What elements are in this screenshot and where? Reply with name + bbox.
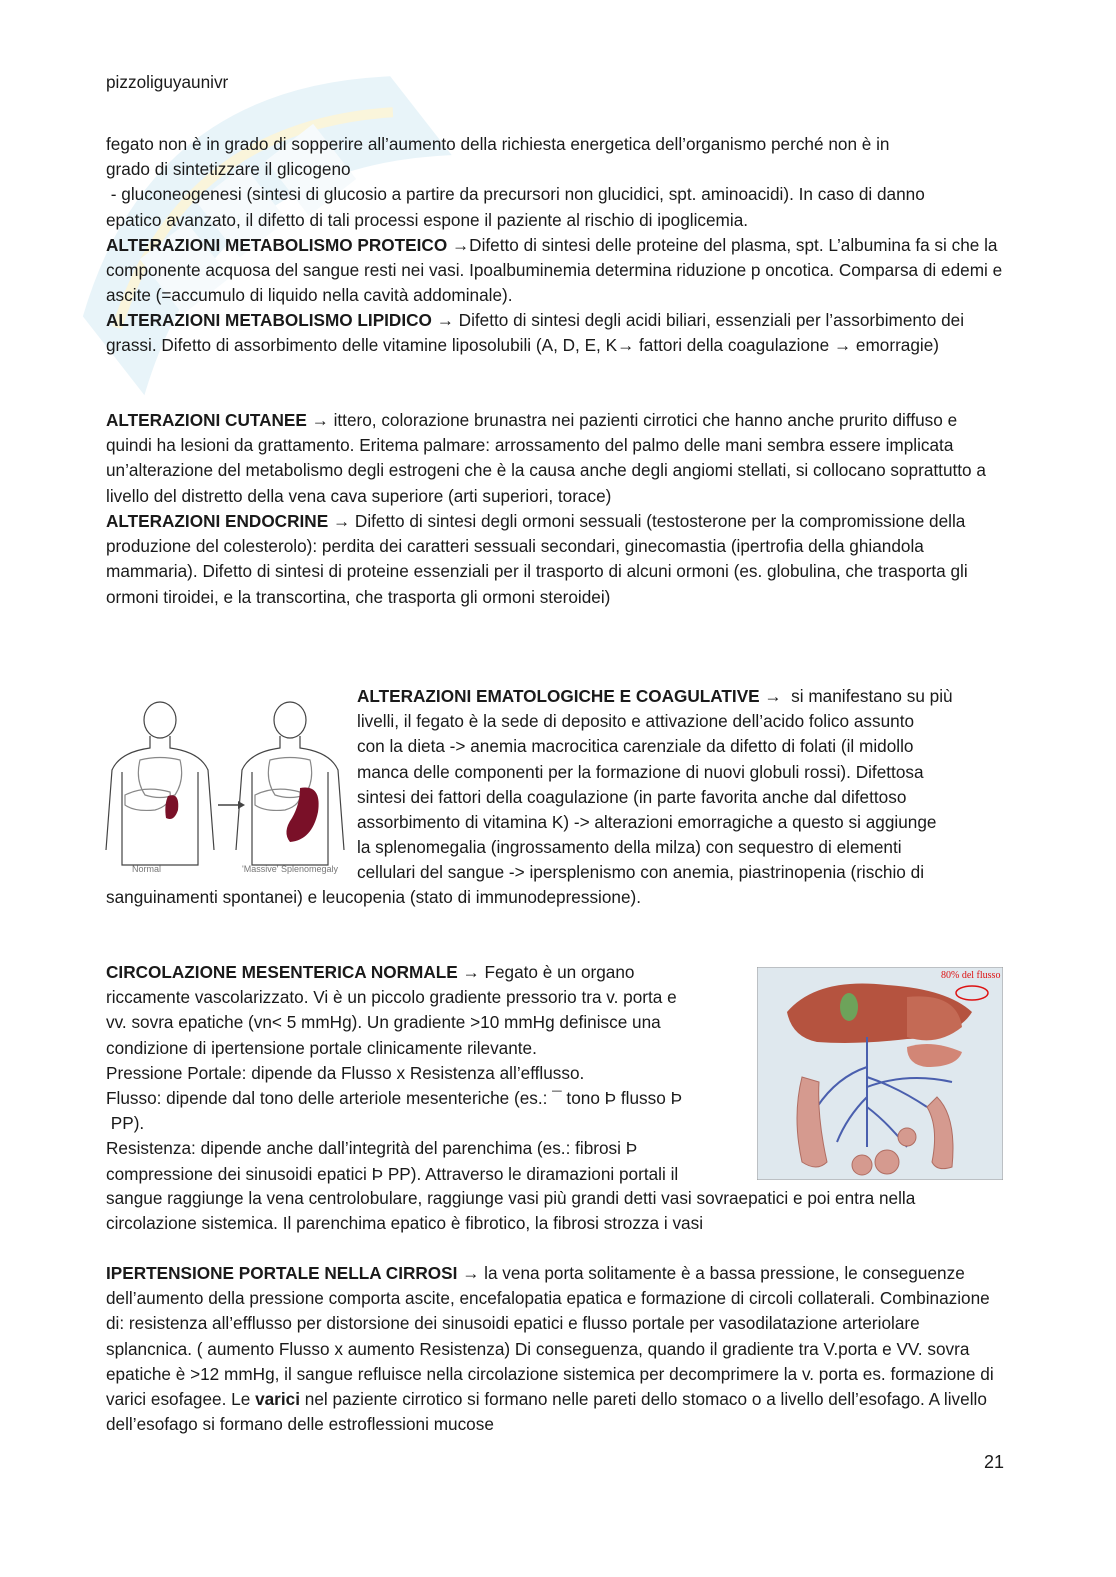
section-circolazione-mesenterica [106, 960, 746, 1187]
text-line: Resistenza: dipende anche dall’integrità del parenchima (es.: fibrosi Þ [106, 1138, 638, 1159]
arrow-icon: → [462, 1263, 480, 1283]
text-line: - gluconeogenesi (sintesi di glucosio a partire da precursori non glucidici, spt. aminoacidi). In caso di danno [106, 184, 925, 205]
text-line: cellulari del sangue -> ipersplenismo con anemia, piastrinopenia (rischio di [357, 862, 925, 883]
figure-caption-normal: Normal [132, 864, 162, 874]
text-line: compressione dei sinusoidi epatici Þ PP). Attraverso le diramazioni portali il [106, 1163, 679, 1184]
text-line: sintesi dei fattori della coagulazione (in parte favorita anche dal difettoso [357, 786, 907, 807]
text-line: si manifestano su più [781, 686, 953, 706]
arrow-icon: → [451, 235, 470, 255]
section-title: ALTERAZIONI METABOLISMO PROTEICO [106, 235, 452, 255]
text-line: la splenomegalia (ingrossamento della milza) con sequestro di elementi [357, 837, 902, 858]
text-line: condizione di ipertensione portale clinicamente rilevante. [106, 1037, 537, 1058]
text-line: Flusso: dipende dal tono delle arteriole mesenteriche (es.: ¯ tono Þ flusso Þ [106, 1088, 683, 1109]
text-line: manca delle componenti per la formazione di nuovi globuli rossi). Difettosa [357, 761, 924, 782]
text-line: livelli, il fegato è la sede di deposito e attivazione dell’acido folico assunto [357, 711, 915, 732]
ematologiche-last-line [106, 885, 1006, 910]
text-line: riccamente vascolarizzato. Vi è un piccolo gradiente pressorio tra v. porta e [106, 987, 677, 1008]
splenomegaly-figure [100, 700, 345, 880]
text-line: sanguinamenti spontanei) e leucopenia (stato di immunodepressione). [106, 887, 642, 907]
page-number: 21 [983, 1452, 1004, 1472]
section-title: ALTERAZIONI METABOLISMO LIPIDICO [106, 310, 437, 330]
figure-caption-splenomegaly: 'Massive' Splenomegaly [242, 864, 338, 874]
section-title: IPERTENSIONE PORTALE NELLA CIRROSI [106, 1263, 463, 1283]
section-text: Difetto di sintesi degli ormoni sessuali (testosterone per la compromissione della produzione del colesterolo): perdita dei caratteri sessuali secondari, ginecomastia (ipertrofia della ghiandola mammaria). Difetto di sintesi di proteine essenziali per il trasporto di alcuni ormoni (es. globulina, che trasporta gli ormoni tiroidei, e la transcortina, che trasporta gli ormoni steroidei) [106, 511, 968, 607]
arrow-icon: → [311, 410, 329, 430]
author-header: pizzoliguyaunivr [106, 72, 229, 92]
mesenterica-tail [106, 1186, 1006, 1236]
section-title: ALTERAZIONI EMATOLOGICHE E COAGULATIVE [357, 686, 765, 706]
section-alterazioni-ematologiche [357, 684, 1007, 886]
arrow-icon: → [764, 686, 782, 706]
section-ipertensione-portale [106, 1261, 1006, 1437]
section-text: nel paziente cirrotico si formano nelle pareti dello stomaco o a livello dell’esofago. A livello dell’esofago si formano delle estroflessioni mucose [106, 1389, 987, 1435]
text-line: grado di sintetizzare il glicogeno [106, 159, 351, 180]
text-line: con la dieta -> anemia macrocitica carenziale da difetto di folati (il midollo [357, 736, 914, 757]
text-line: PP). [106, 1113, 145, 1134]
section-text: sangue raggiunge la vena centrolobulare, raggiunge vasi più grandi detti vasi sovraepatici e poi entra nella circolazione sistemica. Il parenchima epatico è fibrotico, la fibrosi strozza i vasi [106, 1188, 916, 1234]
arrow-icon: → [436, 310, 454, 330]
text-line: assorbimento di vitamina K) -> alterazioni emorragiche a questo si aggiunge [357, 812, 937, 833]
section-text: Difetto di sintesi delle proteine del plasma, spt. L’albumina fa si che la componente acquosa del sangue resti nei vasi. Ipoalbuminemia determina riduzione p oncotica. Comparsa di edemi e ascite (=accumulo di liquido nella cavità addominale). [106, 235, 1003, 306]
section-title: CIRCOLAZIONE MESENTERICA NORMALE [106, 962, 463, 982]
section-metabolismo-lipidico [106, 308, 1006, 358]
text-line: Fegato è un organo [479, 962, 635, 982]
section-text: ittero, colorazione brunastra nei pazienti cirrotici che hanno anche prurito diffuso e quindi ha lesioni da grattamento. Eritema palmare: arrossamento del palmo delle mani sembra essere implicata un’alterazione del metabolismo degli estrogeni che è la causa anche degli angiomi stellati, si collocano soprattutto a livello del distretto della vena cava superiore (arti superiori, torace) [106, 410, 986, 506]
text-line: vv. sovra epatiche (vn< 5 mmHg). Un gradiente >10 mmHg definisce una [106, 1012, 661, 1033]
portal-circulation-figure [757, 967, 1003, 1180]
section-text: la vena porta solitamente è a bassa pressione, le conseguenze dell’aumento della pressione comporta ascite, encefalopatia epatica e formazione di circoli collaterali. Combinazione di: resistenza all’efflusso per distorsione dei sinusoidi epatici e flusso portale per vasodilatazione arteriolare splancnica. ( aumento Flusso x aumento Resistenza) Di conseguenza, quando il gradiente tra V.porta e VV. sovra epatiche è >12 mmHg, il sangue refluisce nella circolazione sistemica per decomprimere la v. porta es. formazione di varici esofagee. Le [106, 1263, 994, 1410]
bold-term-varici: varici [255, 1389, 300, 1410]
section-metabolismo-proteico [106, 233, 1006, 309]
section-title: ALTERAZIONI ENDOCRINE [106, 511, 333, 531]
section-alterazioni-endocrine [106, 509, 1006, 610]
paragraph-glicogeno [106, 132, 1006, 233]
text-line: Pressione Portale: dipende da Flusso x Resistenza all’efflusso. [106, 1062, 585, 1083]
section-alterazioni-cutanee [106, 408, 1006, 509]
arrow-icon: → [462, 962, 480, 982]
figure-label: 80% del flusso [941, 970, 1001, 981]
arrow-icon: → [332, 511, 351, 531]
text-line: epatico avanzato, il difetto di tali processi espone il paziente al rischio di ipoglicemia. [106, 209, 749, 230]
section-text: Difetto di sintesi degli acidi biliari, essenziali per l’assorbimento dei grassi. Difetto di assorbimento delle vitamine liposolubili (A, D, E, K→ fattori della coagulazione → emorragie) [106, 310, 965, 356]
section-title: ALTERAZIONI CUTANEE [106, 410, 312, 430]
text-line: fegato non è in grado di sopperire all’aumento della richiesta energetica dell’organismo perché non è in [106, 134, 890, 154]
